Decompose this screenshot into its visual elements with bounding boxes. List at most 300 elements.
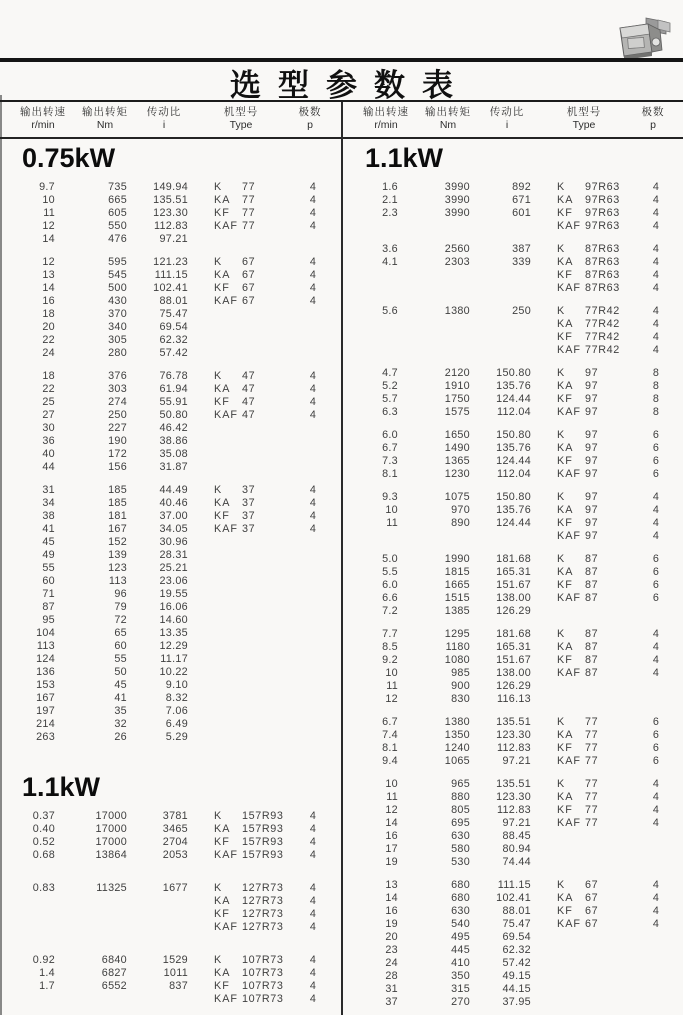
ratio-cell: 123.30: [496, 729, 531, 741]
ratio-cell: 124.44: [496, 393, 531, 405]
speed-cell: 5.7: [382, 393, 398, 405]
ratio-cell: 76.78: [159, 370, 188, 382]
speed-cell: 214: [36, 718, 55, 730]
torque-cell: 274: [108, 396, 127, 408]
poles-cell: [296, 347, 330, 360]
speed-cell: 263: [36, 731, 55, 743]
speed-cell: 0.68: [32, 849, 55, 861]
type-prefix: K: [557, 778, 566, 790]
ratio-cell: 12.29: [159, 640, 188, 652]
type-cell: [531, 905, 639, 918]
torque-cell: 113: [108, 575, 127, 587]
torque-cell: 2560: [444, 243, 470, 255]
poles-cell: 4: [309, 921, 317, 933]
speed-cell: 16: [385, 830, 398, 842]
type-size: 87: [585, 566, 599, 578]
table-row: [343, 380, 683, 393]
poles-cell: 4: [652, 318, 660, 330]
ratio-cell: [127, 908, 188, 921]
type-size: 127R73: [242, 921, 284, 933]
type-cell: [188, 295, 296, 308]
type-cell: [188, 282, 296, 295]
table-row: [343, 879, 683, 892]
ratio-cell: 97.21: [502, 755, 531, 767]
type-cell: [531, 194, 639, 207]
type-size: 37: [242, 510, 256, 522]
speed-cell: 2.1: [382, 194, 398, 206]
poles-cell: 4: [652, 628, 660, 640]
poles-cell: 4: [652, 641, 660, 653]
type-size: 77R42: [585, 305, 620, 317]
speed-cell: [14, 908, 55, 921]
power-section: [343, 143, 683, 1009]
poles-cell: 4: [309, 194, 317, 206]
speed-cell: 0.37: [32, 810, 55, 822]
type-cell: [188, 396, 296, 409]
table-row: [343, 406, 683, 419]
table-row: [0, 810, 341, 823]
torque-cell: 1365: [444, 455, 470, 467]
table-row: [0, 692, 341, 705]
type-size: 37: [242, 523, 256, 535]
poles-cell: [296, 549, 330, 562]
poles-cell: 6: [652, 742, 660, 754]
table-row: [0, 967, 341, 980]
ratio-cell: 1011: [163, 967, 188, 979]
torque-cell: 985: [451, 667, 470, 679]
type-cell: [188, 334, 296, 347]
torque-cell: 1385: [444, 605, 470, 617]
poles-cell: 4: [652, 892, 660, 904]
speed-cell: 11: [386, 680, 398, 692]
type-prefix: KAF: [214, 849, 238, 861]
ratio-cell: 102.41: [496, 892, 531, 904]
torque-cell: 96: [114, 588, 127, 600]
table-row: [0, 954, 341, 967]
type-cell: [188, 967, 296, 980]
speed-cell: 27: [42, 409, 55, 421]
table-row: [0, 836, 341, 849]
torque-cell: 250: [108, 409, 127, 421]
ratio-cell: 112.04: [496, 406, 531, 418]
speed-cell: 25: [42, 396, 55, 408]
speed-cell: 22: [42, 334, 55, 346]
type-cell: [188, 461, 296, 474]
type-prefix: KA: [214, 497, 231, 509]
torque-cell: 315: [451, 983, 470, 995]
speed-cell: [357, 318, 398, 331]
ratio-cell: 88.01: [159, 295, 188, 307]
poles-cell: [639, 957, 673, 970]
type-size: 127R73: [242, 882, 284, 894]
poles-cell: [639, 605, 673, 618]
poles-cell: 8: [652, 406, 660, 418]
poles-cell: 8: [652, 393, 660, 405]
type-prefix: KF: [557, 269, 573, 281]
ratio-cell: 151.67: [496, 579, 531, 591]
type-cell: [188, 256, 296, 269]
poles-cell: [639, 830, 673, 843]
type-cell: [531, 442, 639, 455]
ratio-cell: 80.94: [502, 843, 531, 855]
table-row: [343, 194, 683, 207]
ratio-cell: 892: [512, 181, 531, 193]
poles-cell: [296, 731, 330, 744]
header-poles: 极数 p: [298, 106, 322, 131]
type-prefix: KA: [557, 318, 574, 330]
poles-cell: 4: [652, 331, 660, 343]
speed-cell: 16: [385, 905, 398, 917]
type-cell: [188, 692, 296, 705]
poles-cell: [639, 856, 673, 869]
type-cell: [531, 380, 639, 393]
type-size: 157R93: [242, 849, 284, 861]
poles-cell: 4: [652, 791, 660, 803]
poles-cell: 4: [652, 220, 660, 232]
torque-cell: 185: [108, 497, 127, 509]
torque-cell: 185: [108, 484, 127, 496]
table-row: [0, 679, 341, 692]
type-size: 47: [242, 409, 256, 421]
type-cell: [188, 484, 296, 497]
type-size: 87: [585, 667, 599, 679]
type-prefix: K: [214, 256, 223, 268]
table-row: [343, 318, 683, 331]
speed-cell: 30: [42, 422, 55, 434]
speed-cell: 0.40: [32, 823, 55, 835]
ratio-cell: 2053: [162, 849, 188, 861]
ratio-cell: 102.41: [153, 282, 188, 294]
table-row: [0, 627, 341, 640]
type-size: 47: [242, 396, 256, 408]
type-prefix: KAF: [214, 523, 238, 535]
poles-cell: 6: [652, 429, 660, 441]
table-row: [343, 778, 683, 791]
type-cell: [531, 455, 639, 468]
table-header: [0, 100, 683, 139]
ratio-cell: 150.80: [496, 491, 531, 503]
poles-cell: 4: [652, 817, 660, 829]
type-cell: [531, 491, 639, 504]
speed-cell: 18: [42, 370, 55, 382]
type-cell: [188, 980, 296, 993]
row-group: [343, 243, 683, 295]
poles-cell: 4: [309, 882, 317, 894]
type-size: 107R73: [242, 967, 284, 979]
table-row: [343, 579, 683, 592]
table-row: [0, 849, 341, 862]
poles-cell: [296, 614, 330, 627]
speed-cell: 45: [42, 536, 55, 548]
ratio-cell: 88.45: [502, 830, 531, 842]
poles-cell: [639, 970, 673, 983]
torque-cell: 2120: [444, 367, 470, 379]
torque-cell: 17000: [95, 810, 127, 822]
table-row: [343, 716, 683, 729]
type-prefix: K: [214, 954, 223, 966]
ratio-cell: 601: [512, 207, 531, 219]
row-group: [0, 256, 341, 360]
type-cell: [188, 409, 296, 422]
type-prefix: K: [214, 181, 223, 193]
type-prefix: KF: [214, 836, 230, 848]
type-size: 87: [585, 579, 599, 591]
row-group: [343, 367, 683, 419]
speed-cell: 0.52: [32, 836, 55, 848]
type-size: 77: [242, 207, 256, 219]
torque-cell: 303: [108, 383, 127, 395]
power-section: [0, 143, 341, 744]
speed-cell: 11: [43, 207, 55, 219]
type-prefix: KAF: [557, 406, 581, 418]
table-row: [0, 640, 341, 653]
torque-cell: [398, 530, 470, 543]
row-group: [343, 181, 683, 233]
type-cell: [531, 957, 639, 970]
speed-cell: 44: [42, 461, 55, 473]
torque-cell: [398, 282, 470, 295]
speed-cell: 40: [42, 448, 55, 460]
speed-cell: 12: [42, 220, 55, 232]
poles-cell: 6: [652, 455, 660, 467]
table-header-left: [0, 102, 341, 137]
torque-cell: 60: [114, 640, 127, 652]
ratio-cell: 74.44: [502, 856, 531, 868]
ratio-cell: 138.00: [496, 667, 531, 679]
speed-cell: 36: [42, 435, 55, 447]
type-cell: [531, 742, 639, 755]
type-size: 107R73: [242, 993, 284, 1005]
speed-cell: 0.92: [32, 954, 55, 966]
ratio-cell: 62.32: [502, 944, 531, 956]
ratio-cell: [470, 331, 531, 344]
table-row: [0, 383, 341, 396]
ratio-cell: 138.00: [496, 592, 531, 604]
type-prefix: KAF: [557, 667, 581, 679]
table-row: [343, 742, 683, 755]
type-cell: [188, 575, 296, 588]
type-size: 97R63: [585, 207, 620, 219]
row-group: [0, 370, 341, 474]
type-cell: [531, 331, 639, 344]
table-row: [0, 370, 341, 383]
table-row: [343, 243, 683, 256]
table-row: [343, 344, 683, 357]
table-row: [0, 461, 341, 474]
poles-cell: [296, 640, 330, 653]
poles-cell: 4: [309, 409, 317, 421]
poles-cell: 4: [309, 980, 317, 992]
type-size: 67: [585, 879, 599, 891]
table-header-right: [341, 102, 683, 137]
type-cell: [531, 530, 639, 543]
table-row: [343, 905, 683, 918]
torque-cell: 55: [114, 653, 127, 665]
type-size: 77: [585, 804, 599, 816]
type-size: 97: [585, 367, 599, 379]
torque-cell: 1230: [444, 468, 470, 480]
torque-cell: 1490: [444, 442, 470, 454]
torque-cell: 430: [108, 295, 127, 307]
poles-cell: [639, 931, 673, 944]
type-size: 67: [585, 892, 599, 904]
speed-cell: 7.4: [382, 729, 398, 741]
torque-cell: 680: [451, 892, 470, 904]
torque-cell: 3990: [444, 181, 470, 193]
poles-cell: [296, 575, 330, 588]
type-cell: [531, 517, 639, 530]
type-prefix: KAF: [557, 344, 581, 356]
type-cell: [531, 220, 639, 233]
table-row: [0, 435, 341, 448]
speed-cell: 6.0: [382, 429, 398, 441]
speed-cell: 6.3: [382, 406, 398, 418]
type-prefix: KF: [557, 207, 573, 219]
type-cell: [188, 705, 296, 718]
table-row: [0, 510, 341, 523]
type-cell: [188, 718, 296, 731]
table-row: [343, 305, 683, 318]
torque-cell: 1350: [444, 729, 470, 741]
torque-cell: 1075: [444, 491, 470, 503]
table-row: [343, 429, 683, 442]
torque-cell: 900: [451, 680, 470, 692]
speed-cell: 10: [42, 194, 55, 206]
type-cell: [188, 207, 296, 220]
table-row: [343, 207, 683, 220]
poles-cell: [296, 461, 330, 474]
poles-cell: 4: [309, 383, 317, 395]
ratio-cell: 149.94: [153, 181, 188, 193]
speed-cell: 5.2: [382, 380, 398, 392]
row-group: [343, 879, 683, 1009]
type-size: 67: [242, 282, 256, 294]
speed-cell: [357, 530, 398, 543]
table-row: [0, 448, 341, 461]
type-size: 37: [242, 484, 256, 496]
speed-cell: 28: [385, 970, 398, 982]
torque-cell: 32: [114, 718, 127, 730]
type-cell: [531, 605, 639, 618]
table-row: [343, 729, 683, 742]
poles-cell: 4: [309, 810, 317, 822]
type-cell: [188, 269, 296, 282]
type-size: 77: [585, 778, 599, 790]
ratio-cell: 16.06: [159, 601, 188, 613]
type-cell: [188, 308, 296, 321]
speed-cell: [14, 993, 55, 1006]
type-prefix: KF: [557, 393, 573, 405]
torque-cell: 340: [108, 321, 127, 333]
table-row: [0, 282, 341, 295]
ratio-cell: 97.21: [502, 817, 531, 829]
torque-cell: 1295: [444, 628, 470, 640]
table-row: [343, 455, 683, 468]
poles-cell: 4: [309, 849, 317, 861]
ratio-cell: 19.55: [159, 588, 188, 600]
torque-cell: 550: [108, 220, 127, 232]
type-cell: [188, 370, 296, 383]
type-prefix: KAF: [557, 755, 581, 767]
type-prefix: KA: [557, 194, 574, 206]
speed-cell: 11: [386, 791, 398, 803]
type-size: 157R93: [242, 823, 284, 835]
table-row: [0, 220, 341, 233]
torque-cell: 1065: [444, 755, 470, 767]
poles-cell: 4: [309, 484, 317, 496]
header-poles: 极数 p: [641, 106, 665, 131]
type-prefix: KAF: [214, 409, 238, 421]
torque-cell: 1990: [444, 553, 470, 565]
type-size: 97: [585, 504, 599, 516]
poles-cell: [639, 680, 673, 693]
type-cell: [531, 282, 639, 295]
speed-cell: 10: [385, 778, 398, 790]
ratio-cell: 181.68: [496, 553, 531, 565]
poles-cell: 4: [309, 497, 317, 509]
type-size: 87R63: [585, 282, 620, 294]
table-row: [0, 882, 341, 895]
poles-cell: 4: [309, 908, 317, 920]
speed-cell: 14: [42, 282, 55, 294]
poles-cell: 4: [309, 256, 317, 268]
type-cell: [531, 817, 639, 830]
table-row: [343, 918, 683, 931]
torque-cell: 167: [108, 523, 127, 535]
type-prefix: KF: [557, 455, 573, 467]
type-size: 87: [585, 592, 599, 604]
table-row: [343, 970, 683, 983]
table-row: [343, 654, 683, 667]
type-size: 67: [242, 256, 256, 268]
torque-cell: 805: [451, 804, 470, 816]
ratio-cell: 40.46: [159, 497, 188, 509]
torque-cell: 227: [108, 422, 127, 434]
poles-cell: 4: [652, 905, 660, 917]
type-prefix: KF: [214, 396, 230, 408]
ratio-cell: 112.83: [496, 742, 531, 754]
torque-cell: 65: [114, 627, 127, 639]
ratio-cell: 30.96: [159, 536, 188, 548]
ratio-cell: 14.60: [159, 614, 188, 626]
ratio-cell: [470, 530, 531, 543]
speed-cell: 31: [385, 983, 398, 995]
torque-cell: 156: [108, 461, 127, 473]
torque-cell: 41: [114, 692, 127, 704]
type-cell: [188, 849, 296, 862]
type-cell: [188, 422, 296, 435]
type-prefix: KAF: [557, 918, 581, 930]
table-row: [0, 731, 341, 744]
type-cell: [188, 993, 296, 1006]
poles-cell: [296, 536, 330, 549]
type-cell: [531, 579, 639, 592]
type-size: 97: [585, 491, 599, 503]
ratio-cell: 124.44: [496, 517, 531, 529]
poles-cell: [296, 435, 330, 448]
table-row: [343, 530, 683, 543]
speed-cell: 5.5: [382, 566, 398, 578]
poles-cell: 4: [309, 295, 317, 307]
ratio-cell: 111.15: [154, 269, 188, 281]
speed-cell: 19: [385, 856, 398, 868]
type-size: 97: [585, 517, 599, 529]
torque-cell: 3990: [444, 207, 470, 219]
type-size: 67: [242, 269, 256, 281]
ratio-cell: 124.44: [496, 455, 531, 467]
speed-cell: 104: [36, 627, 55, 639]
type-prefix: K: [557, 491, 566, 503]
